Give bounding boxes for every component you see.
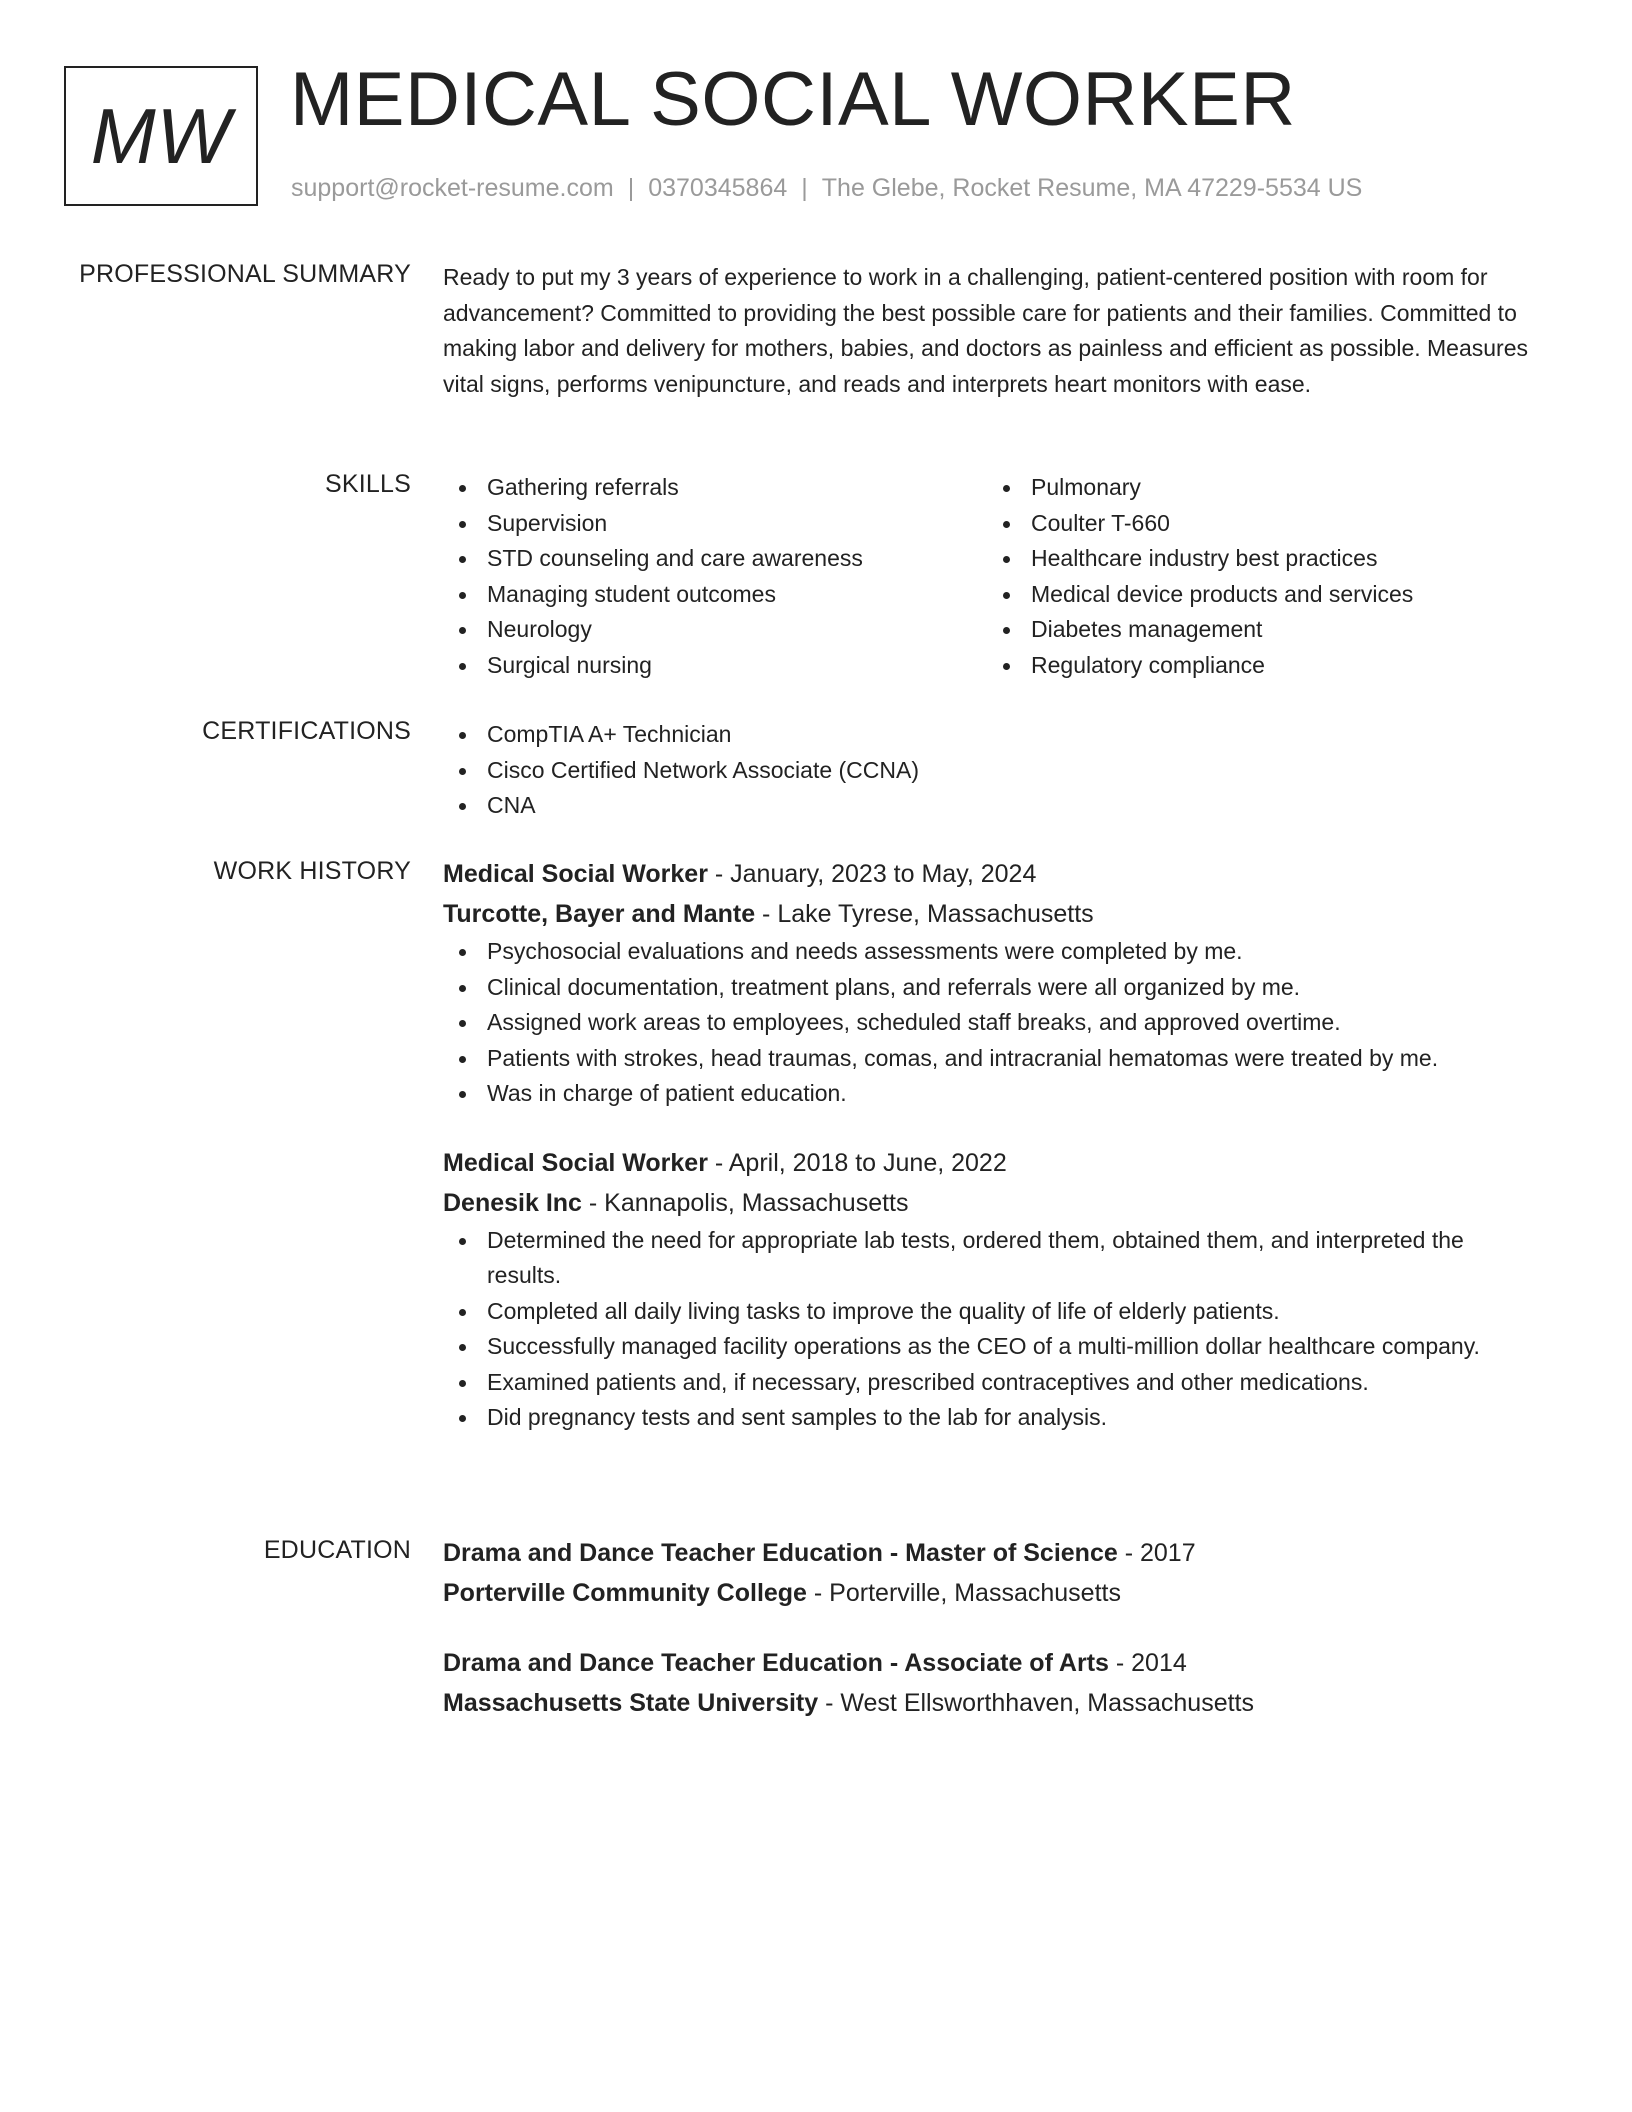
job-company-line (443, 894, 1543, 934)
education-body (443, 1533, 1543, 1723)
certification-item: Cisco Certified Network Associate (CCNA) (443, 753, 1543, 789)
section-label-summary: PROFESSIONAL SUMMARY (79, 260, 411, 288)
page-title: MEDICAL SOCIAL WORKER (290, 57, 1296, 142)
monogram-logo: MW (64, 66, 258, 206)
section-label-certifications: CERTIFICATIONS (202, 717, 411, 745)
skill-item: Regulatory compliance (987, 648, 1531, 684)
job-duty: Patients with strokes, head traumas, comas, and intracranial hematomas were treated by me. (443, 1041, 1543, 1077)
skills-body (443, 470, 1543, 683)
job-duty: Examined patients and, if necessary, prescribed contraceptives and other medications. (443, 1365, 1543, 1401)
job-company-line (443, 1183, 1543, 1223)
skill-item: Gathering referrals (443, 470, 987, 506)
contact-phone: 0370345864 (648, 174, 788, 202)
certifications-body (443, 717, 1543, 824)
education-entry (443, 1533, 1543, 1613)
job-duties-list (443, 1223, 1543, 1436)
job-location: - Kannapolis, Massachusetts (581, 1188, 909, 1217)
education-degree-line (443, 1643, 1543, 1683)
certifications-list (443, 717, 1543, 824)
job-entry (443, 854, 1543, 1112)
job-dates: - April, 2018 to June, 2022 (707, 1148, 1007, 1177)
section-label-skills: SKILLS (325, 470, 411, 498)
job-title-line (443, 1143, 1543, 1183)
skill-item: Coulter T-660 (987, 506, 1531, 542)
skill-item: Surgical nursing (443, 648, 987, 684)
job-title: Medical Social Worker (443, 860, 708, 888)
job-location: - Lake Tyrese, Massachusetts (755, 900, 1094, 928)
contact-line (291, 174, 1362, 203)
job-title-line (443, 854, 1543, 894)
job-duty: Completed all daily living tasks to improve the quality of life of elderly patients. (443, 1294, 1543, 1330)
contact-separator: | (801, 174, 808, 202)
job-duty: Was in charge of patient education. (443, 1076, 1543, 1112)
education-degree-line (443, 1533, 1543, 1573)
job-entry (443, 1143, 1543, 1436)
contact-email: support@rocket-resume.com (291, 174, 614, 202)
education-location: - Porterville, Massachusetts (806, 1579, 1121, 1607)
skill-item: Neurology (443, 612, 987, 648)
skills-grid (443, 470, 1543, 683)
job-duty: Assigned work areas to employees, scheduled staff breaks, and approved overtime. (443, 1005, 1543, 1041)
education-year: - 2014 (1108, 1649, 1187, 1677)
skill-item: Medical device products and services (987, 577, 1531, 613)
certification-item: CompTIA A+ Technician (443, 717, 1543, 753)
job-duties-list (443, 934, 1543, 1112)
job-title: Medical Social Worker (443, 1148, 708, 1177)
job-company: Turcotte, Bayer and Mante (443, 900, 756, 928)
education-degree: Drama and Dance Teacher Education - Master of Science (443, 1539, 1118, 1567)
education-degree: Drama and Dance Teacher Education - Associate of Arts (443, 1649, 1109, 1677)
skill-item: Managing student outcomes (443, 577, 987, 613)
education-school-line (443, 1573, 1543, 1613)
job-duty: Clinical documentation, treatment plans, and referrals were all organized by me. (443, 970, 1543, 1006)
education-year: - 2017 (1117, 1539, 1196, 1567)
education-school: Porterville Community College (443, 1579, 807, 1607)
skills-list-right (987, 470, 1531, 683)
certification-item: CNA (443, 788, 1543, 824)
skill-item: Diabetes management (987, 612, 1531, 648)
job-company: Denesik Inc (443, 1188, 582, 1217)
skill-item: STD counseling and care awareness (443, 541, 987, 577)
education-school-line (443, 1683, 1543, 1723)
skills-list-left (443, 470, 987, 683)
job-duty: Did pregnancy tests and sent samples to the lab for analysis. (443, 1400, 1543, 1436)
education-school: Massachusetts State University (443, 1689, 819, 1717)
summary-text: Ready to put my 3 years of experience to work in a challenging, patient-centered position with room for advancement? Committed to providing the best possible care for patients and their families. Committed to making labor and delivery for mothers, babies, and doctors as painless and efficient as possible. Measures vital signs, performs venipuncture, and reads and interprets heart monitors with ease. (443, 264, 1528, 397)
job-duty: Successfully managed facility operations as the CEO of a multi-million dollar healthcare company. (443, 1329, 1543, 1365)
contact-separator: | (627, 174, 635, 202)
job-duty: Psychosocial evaluations and needs assessments were completed by me. (443, 934, 1543, 970)
section-label-work-history: WORK HISTORY (213, 857, 411, 885)
skill-item: Healthcare industry best practices (987, 541, 1531, 577)
skill-item: Supervision (443, 506, 987, 542)
education-location: - West Ellsworthhaven, Massachusetts (818, 1689, 1254, 1717)
skill-item: Pulmonary (987, 470, 1531, 506)
section-label-education: EDUCATION (263, 1536, 411, 1564)
work-history-body (443, 854, 1543, 1436)
job-duty: Determined the need for appropriate lab tests, ordered them, obtained them, and interpreted the results. (443, 1223, 1543, 1294)
education-entry (443, 1643, 1543, 1723)
job-dates: - January, 2023 to May, 2024 (707, 860, 1037, 888)
contact-address: The Glebe, Rocket Resume, MA 47229-5534 US (821, 174, 1363, 202)
